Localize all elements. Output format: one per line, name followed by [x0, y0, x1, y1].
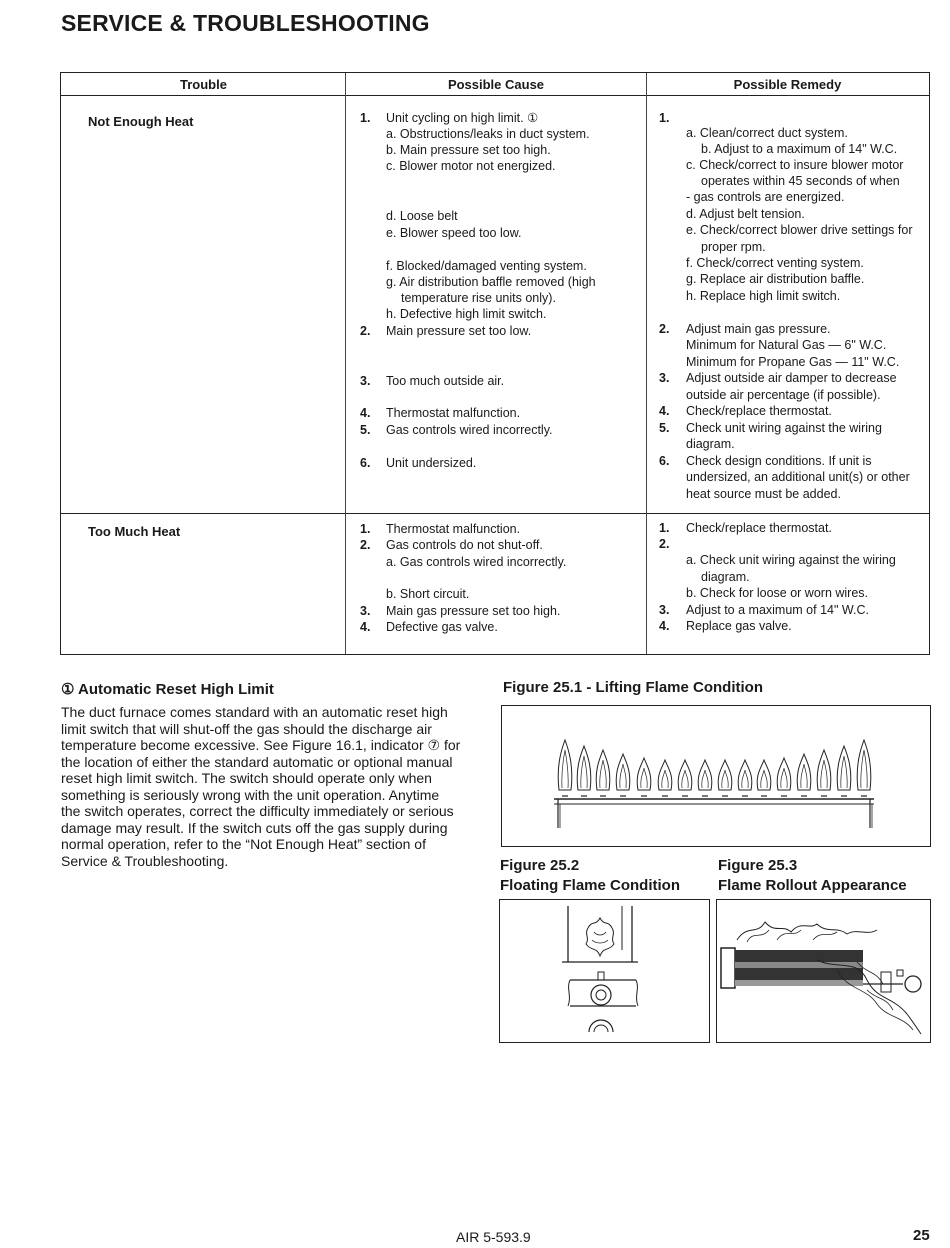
remedy-line: heat source must be added.	[686, 487, 841, 501]
remedy-line: a. Check unit wiring against the wiring	[686, 553, 896, 567]
remedy-line: - gas controls are energized.	[686, 190, 845, 204]
row-divider	[61, 513, 929, 514]
cause-line: Too much outside air.	[386, 374, 505, 388]
flame-shape	[718, 760, 732, 790]
remedy-line: b. Adjust to a maximum of 14" W.C.	[701, 142, 898, 156]
remedy-line: Check/replace thermostat.	[686, 404, 832, 418]
cause-line: Main gas pressure set too high.	[386, 604, 561, 618]
remedy-line: Check unit wiring against the wiring	[686, 421, 882, 435]
note-line: damage may result. If the switch cuts off the gas supply during	[61, 819, 448, 836]
flame-shape	[817, 750, 831, 790]
cause-line: Thermostat malfunction.	[386, 406, 521, 420]
flame-inner-cone	[722, 770, 728, 788]
remedy-line: Minimum for Natural Gas — 6" W.C.	[686, 338, 887, 352]
header-trouble: Trouble	[180, 77, 227, 92]
flame-shape	[596, 750, 610, 790]
list-number: 5.	[659, 421, 670, 435]
remedy-line: Replace gas valve.	[686, 619, 792, 633]
flame-inner-cone	[861, 750, 867, 788]
cause-line: Gas controls do not shut-off.	[386, 538, 543, 552]
note-line: temperature become excessive. See Figure 16.1, indicator ⑦ for	[61, 737, 461, 753]
flame-shape	[558, 740, 572, 790]
note-heading: ① Automatic Reset High Limit	[61, 681, 274, 698]
list-number: 1.	[659, 521, 670, 535]
flame-shape	[777, 758, 791, 790]
note-line: the location of either the standard automatic or optional manual	[61, 753, 453, 770]
cause-line: f. Blocked/damaged venting system.	[386, 259, 587, 273]
trouble-not-enough-heat: Not Enough Heat	[88, 114, 194, 129]
remedy-line: outside air percentage (if possible).	[686, 388, 881, 402]
note-line: limit switch that will shut-off the gas should the discharge air	[61, 720, 432, 737]
flame-shape	[637, 758, 651, 790]
remedy-line: proper rpm.	[701, 240, 766, 254]
remedy-line: Adjust main gas pressure.	[686, 322, 831, 336]
list-number: 3.	[659, 603, 670, 617]
flame-shape	[837, 746, 851, 790]
cause-line: temperature rise units only).	[401, 291, 556, 305]
column-divider	[345, 73, 346, 654]
flame-inner-cone	[801, 764, 807, 788]
figure-25-3-caption-title: Flame Rollout Appearance	[718, 877, 907, 894]
flame-shape	[658, 760, 672, 790]
note-line: reset high limit switch. The switch should operate only when	[61, 770, 432, 786]
flame-shape	[757, 760, 771, 790]
list-number: 3.	[360, 374, 371, 388]
note-line: The duct furnace comes standard with an automatic reset high	[61, 704, 448, 720]
note-line: Service & Troubleshooting.	[61, 852, 229, 869]
note-line: normal operation, refer to the “Not Enough Heat” section of	[61, 836, 426, 852]
footer-document-number: AIR 5-593.9	[456, 1229, 531, 1245]
figure-25-1-lifting-flame	[501, 705, 931, 847]
flame-shape	[857, 740, 871, 790]
remedy-line: Adjust to a maximum of 14" W.C.	[686, 603, 869, 617]
list-number: 4.	[659, 619, 670, 633]
header-possible-cause: Possible Cause	[447, 77, 545, 92]
remedy-line: c. Check/correct to insure blower motor	[686, 158, 904, 172]
list-number: 3.	[360, 604, 371, 618]
cause-line: b. Main pressure set too high.	[386, 143, 551, 157]
header-possible-remedy: Possible Remedy	[733, 77, 842, 92]
flame-inner-cone	[682, 770, 688, 788]
figure-25-1-caption: Figure 25.1 - Lifting Flame Condition	[503, 679, 764, 696]
cause-line: b. Short circuit.	[386, 587, 470, 601]
cause-line: e. Blower speed too low.	[386, 226, 522, 240]
figure-25-2-caption-title: Floating Flame Condition	[500, 877, 680, 894]
header-divider	[61, 95, 929, 96]
flame-inner-cone	[761, 770, 767, 788]
list-number: 1.	[360, 111, 371, 125]
flame-inner-cone	[641, 768, 647, 788]
cause-line: d. Loose belt	[386, 209, 458, 223]
figure-25-3-caption-number: Figure 25.3	[718, 857, 798, 874]
flame-inner-cone	[662, 770, 668, 788]
flame-shape	[678, 760, 692, 790]
figure-25-3-flame-rollout	[716, 899, 931, 1043]
remedy-line: undersized, an additional unit(s) or other	[686, 470, 910, 484]
remedy-line: g. Replace air distribution baffle.	[686, 272, 865, 286]
remedy-line: Minimum for Propane Gas — 11" W.C.	[686, 355, 900, 369]
list-number: 6.	[360, 456, 371, 470]
page-title: SERVICE & TROUBLESHOOTING	[61, 10, 430, 36]
flame-shape	[577, 746, 591, 790]
flame-inner-cone	[562, 750, 568, 788]
remedy-line: diagram.	[701, 570, 750, 584]
cause-line: Thermostat malfunction.	[386, 522, 521, 536]
cause-line: a. Obstructions/leaks in duct system.	[386, 127, 590, 141]
figure-25-2-floating-flame	[499, 899, 710, 1043]
list-number: 6.	[659, 454, 670, 468]
list-number: 3.	[659, 371, 670, 385]
figure-25-2-caption-number: Figure 25.2	[500, 857, 580, 874]
remedy-line: a. Clean/correct duct system.	[686, 126, 848, 140]
flame-rollout-illustration	[717, 900, 930, 1042]
flame-inner-cone	[581, 756, 587, 788]
list-number: 2.	[360, 538, 371, 552]
note-paragraph	[61, 704, 491, 869]
cause-line: c. Blower motor not energized.	[386, 159, 556, 173]
cause-line: Defective gas valve.	[386, 620, 498, 634]
note-line: something is seriously wrong with the unit operation. Anytime	[61, 786, 440, 803]
list-number: 4.	[360, 406, 371, 420]
list-number: 1.	[659, 111, 670, 125]
cause-line: Gas controls wired incorrectly.	[386, 423, 553, 437]
flame-shape	[616, 754, 630, 790]
flame-inner-cone	[742, 770, 748, 788]
list-number: 2.	[659, 537, 670, 551]
flame-shape	[738, 760, 752, 790]
remedy-line: diagram.	[686, 437, 735, 451]
trouble-too-much-heat: Too Much Heat	[88, 524, 181, 539]
list-number: 4.	[360, 620, 371, 634]
note-line: the switch operates, correct the difficulty immediately or serious	[61, 803, 454, 819]
flame-shape	[698, 760, 712, 790]
flame-shape	[797, 754, 811, 790]
remedy-line: d. Adjust belt tension.	[686, 207, 805, 221]
cause-line: Unit undersized.	[386, 456, 477, 470]
remedy-line: f. Check/correct venting system.	[686, 256, 864, 270]
flame-inner-cone	[600, 760, 606, 788]
cause-line: Unit cycling on high limit. ①	[386, 111, 539, 125]
flame-inner-cone	[702, 770, 708, 788]
column-divider	[646, 73, 647, 654]
cause-line: g. Air distribution baffle removed (high	[386, 275, 596, 289]
remedy-line: b. Check for loose or worn wires.	[686, 586, 869, 600]
cause-line: a. Gas controls wired incorrectly.	[386, 555, 567, 569]
page-number: 25	[913, 1227, 930, 1244]
remedy-line: operates within 45 seconds of when	[701, 174, 900, 188]
cause-line: h. Defective high limit switch.	[386, 307, 547, 321]
cause-line: Main pressure set too low.	[386, 324, 532, 338]
list-number: 5.	[360, 423, 371, 437]
list-number: 1.	[360, 522, 371, 536]
troubleshooting-table	[60, 72, 930, 655]
floating-flame-illustration	[500, 900, 709, 1042]
remedy-line: e. Check/correct blower drive settings for	[686, 223, 913, 237]
remedy-line: Check design conditions. If unit is	[686, 454, 872, 468]
list-number: 4.	[659, 404, 670, 418]
flame-inner-cone	[781, 768, 787, 788]
lifting-flame-illustration	[502, 706, 930, 846]
remedy-line: Adjust outside air damper to decrease	[686, 371, 897, 385]
remedy-line: Check/replace thermostat.	[686, 521, 832, 535]
flame-inner-cone	[821, 760, 827, 788]
flame-inner-cone	[620, 764, 626, 788]
flame-inner-cone	[841, 756, 847, 788]
list-number: 2.	[360, 324, 371, 338]
remedy-line: h. Replace high limit switch.	[686, 289, 841, 303]
list-number: 2.	[659, 322, 670, 336]
